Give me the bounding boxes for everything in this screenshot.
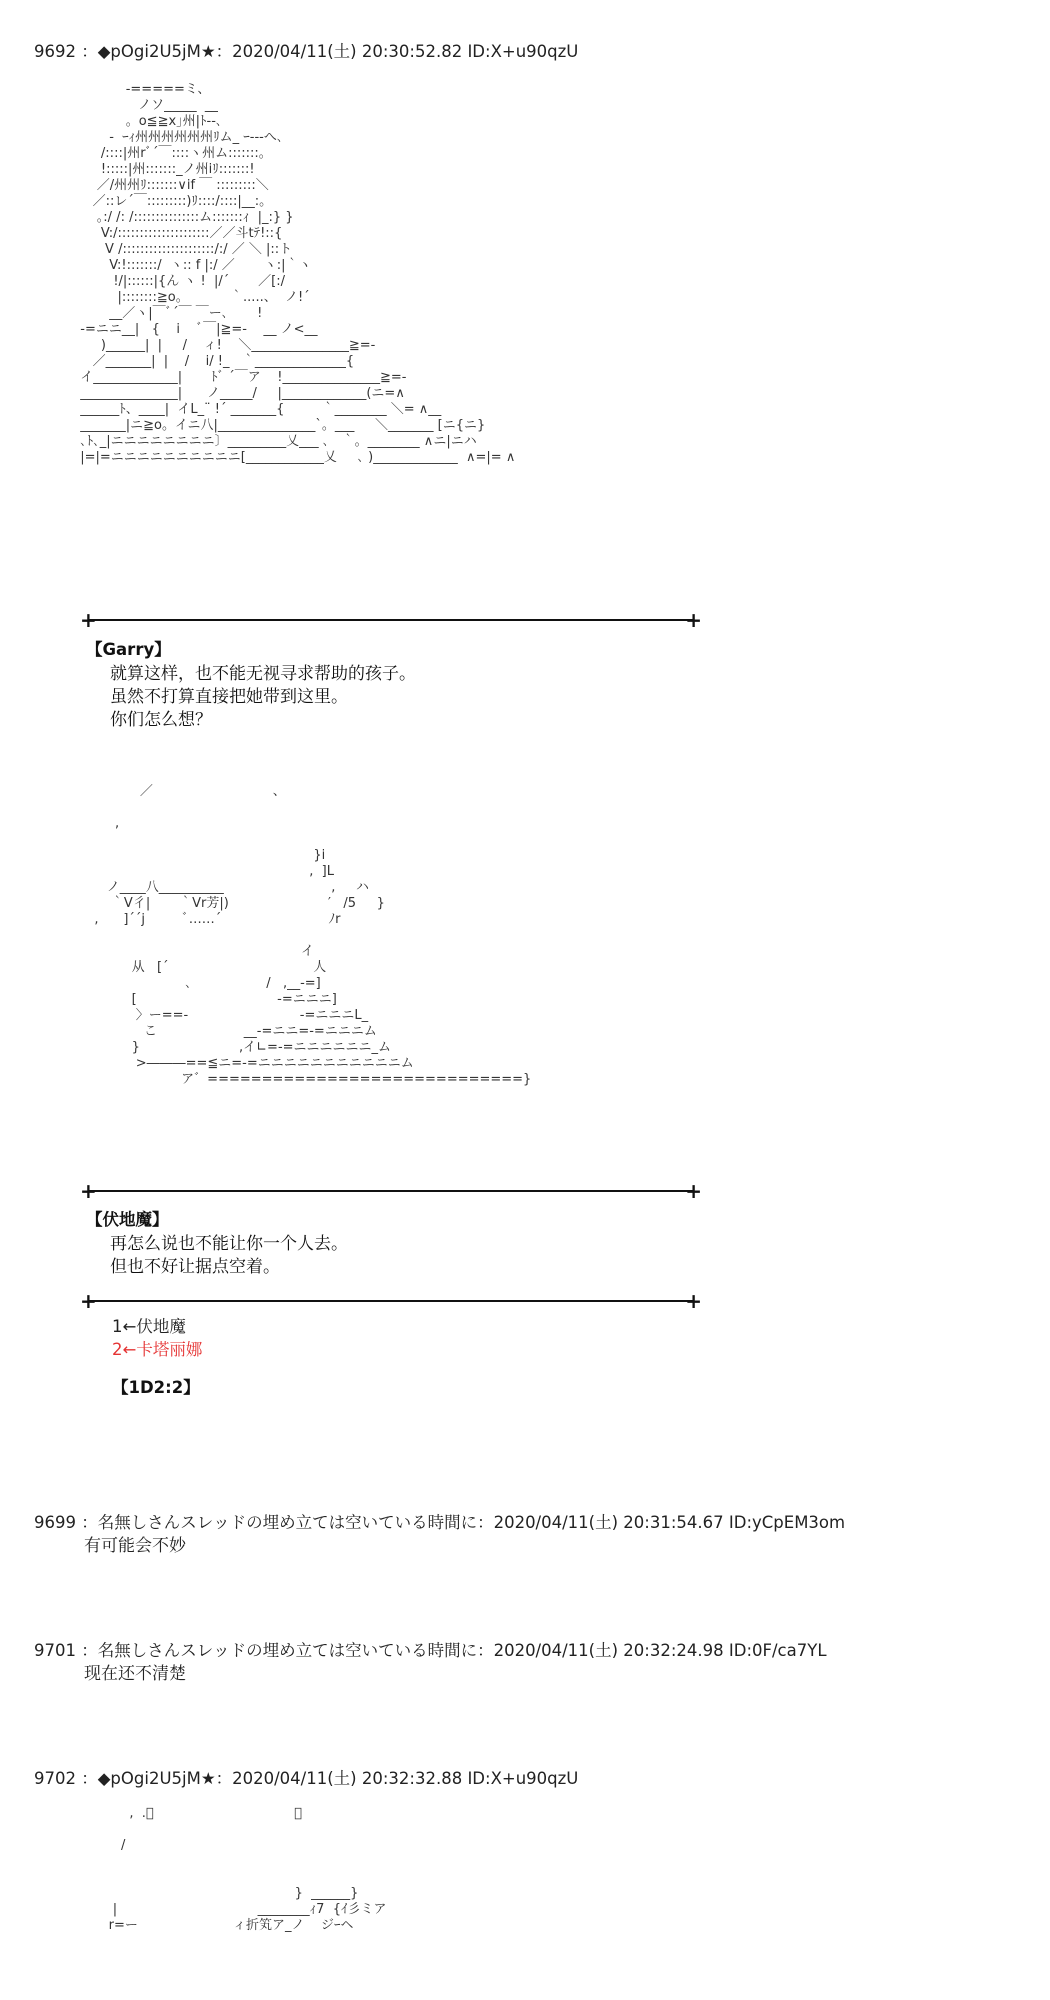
post-header-9699: 9699 ：名無しさんスレッドの埋め立ては空いている時間に：2020/04/11(土) 20:31:54.67 ID:yCpEM3om: [34, 1513, 846, 1532]
dialogue-line: 虽然不打算直接把她带到这里。: [110, 687, 348, 707]
rule-plus-icon: +: [80, 608, 97, 632]
divider-rule: [80, 608, 702, 632]
choice-option-1: 1←伏地魔: [112, 1317, 186, 1336]
post-header-9702: 9702 ：◆pOgi2U5jM★：2020/04/11(土) 20:32:32.88 ID:X+u90qzU: [34, 1769, 579, 1788]
divider-rule: [80, 1289, 702, 1313]
speaker-label: 【伏地魔】: [86, 1210, 169, 1229]
ascii-art-top: -=====ミ、 ノソ_____ __ 。o≦≧x｣州|ﾄ--､ - ｰｨ州州州州州州ﾘム_ ｰ---へ､ /::::|州rﾞ´￣::::ヽ州ム:::::::｡ !:::::|州:::::::_ノ州iﾘ:::::::! ／/州州ﾘ:::::::∨if ￣ :::::::::＼ ／::レ´￣:::::::::)ﾘ::::/::::|__:｡ ｡:/ /: /:::::::::::::::ム:::::::ｨ |_:} } V:/:::::::::::::::::::::／／斗tﾃ!::{ V /:::::::::::::::::::::/:/ ／ ＼ |::ト V:!:::::::/ ヽ:: f |:/ ／ ヽ:|｀ヽ !/|::::::|{ん ヽ ! |/´ ／[:/ |::::::::≧o。 ｀.....、 ノ!´ __／ヽ|￣ﾞ´￣ ￣ー､ ! -=ニニ__| { i ﾞ￣|≧=- __ ノ<__ )______| | / ィ! ＼_______________≧=- ／_______| | / i/ !_ ｀______________{ イ_____________| ﾄﾞ ´￣ア !_______________≧=- _______________| ノ_____/ |_____________(ニ=∧ ______ﾄ、____| イL_¨ !´ _______{ ｀________ ＼= ∧__ _______|ニ≧o。イニ八|_______________`。___ ＼_______ [ニ{ニ} ､ﾄ､_|ニニニニニニニニ〕_________乂___ ､ ｀。________ ∧ニ|ニハ |=|=ニニニニニニニニニニ[____________乂 ､ )_____________ ∧=|= ∧: [80, 82, 516, 465]
dialogue-line: 但也不好让据点空着。: [110, 1257, 280, 1277]
divider-rule: [80, 1179, 702, 1203]
ascii-art-bottom: , .ﾞ ､ / } ______} | ________ｨ7 {ｲ彡ミア r=ー ィ折笂ア_ノ ジｰヘ: [108, 1806, 387, 1933]
speaker-label: 【Garry】: [86, 640, 171, 659]
dialogue-line: 你们怎么想？: [110, 710, 212, 730]
rule-plus-icon: +: [80, 1289, 97, 1313]
rule-plus-icon: +: [685, 1289, 702, 1313]
dialogue-line: 再怎么说也不能让你一个人去。: [110, 1234, 348, 1254]
dialogue-line: 就算这样，也不能无视寻求帮助的孩子。: [110, 664, 416, 684]
rule-plus-icon: +: [685, 608, 702, 632]
rule-plus-icon: +: [80, 1179, 97, 1203]
post-body: 现在还不清楚: [84, 1664, 186, 1684]
dice-result: 【1D2:2】: [112, 1378, 200, 1397]
rule-plus-icon: +: [685, 1179, 702, 1203]
post-body: 有可能会不妙: [84, 1536, 186, 1556]
choice-option-2: 2←卡塔丽娜: [112, 1340, 203, 1359]
ascii-art-middle: ／ 、 , }i , ]L ノ____八__________ , ハ ｀V彳| ｀Vr芳|) ′ /5 } , ]´´j ﾞ……´ ﾉr イ 从 [´ 人 ､ / ,__-=] [ -=ニニニ] 〉ー==- -=ニニニL_ こ __-=ニニ=-=ニニニム } ,イ∟=-=ニニニニニニ_ム >―――==≦ニ=-=ニニニニニニニニニニニム ア゛=============================}: [94, 784, 532, 1087]
post-header-9692: 9692 ：◆pOgi2U5jM★：2020/04/11(土) 20:30:52.82 ID:X+u90qzU: [34, 42, 579, 61]
post-header-9701: 9701 ：名無しさんスレッドの埋め立ては空いている時間に：2020/04/11(土) 20:32:24.98 ID:0F/ca7YL: [34, 1641, 827, 1660]
